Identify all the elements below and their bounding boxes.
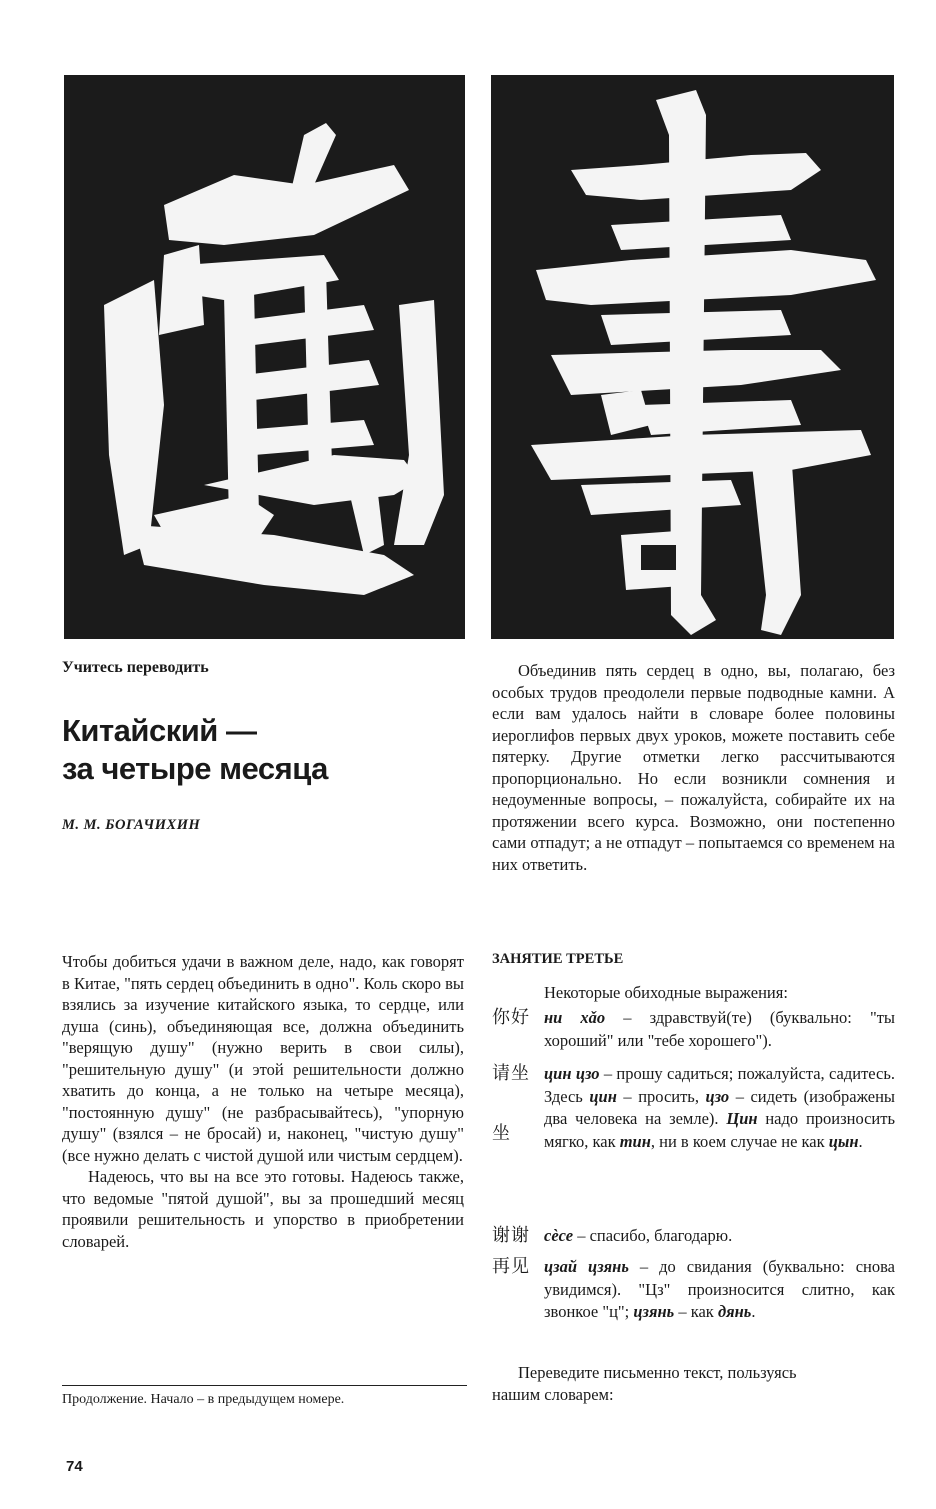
task-line-2: нашим словарем:	[492, 1385, 614, 1404]
term: цзо	[705, 1086, 730, 1106]
crane-hieroglyph-icon	[64, 75, 465, 639]
entry-text: надо произносить мягко, как	[544, 1109, 896, 1151]
article-title-line2: за четыре месяца	[62, 751, 328, 786]
task-line-1: Переведите письменно текст, пользуясь	[518, 1363, 797, 1382]
entry-text: – как	[674, 1302, 718, 1321]
longevity-hieroglyph-icon	[491, 75, 894, 639]
author-name: М. М. БОГАЧИХИН	[62, 817, 201, 833]
section-label: Учитесь переводить	[62, 659, 209, 676]
hanzi: 再见	[492, 1256, 530, 1277]
hanzi: 谢谢	[492, 1225, 530, 1246]
entry-text: – здравствуй(те) (буквально: "ты хороший" или "тебе хорошего").	[544, 1008, 895, 1050]
vocab-entry	[492, 1007, 895, 1052]
entry-text: – до свидания (буквально: снова увидимся). "Цз" произносится слитно, как звонкое "ц";	[544, 1257, 896, 1321]
term: дянь	[717, 1302, 752, 1321]
body-paragraph-2: Надеюсь, что вы на все это готовы. Надеюсь также, что ведомые "пятой душой", вы за прошедший месяц проявили решительность и упорство в приобретении словарей.	[62, 1167, 464, 1251]
entry-text: – сидеть (изображены два человека на земле).	[544, 1086, 895, 1128]
vocab-intro: Некоторые обиходные выражения:	[544, 983, 788, 1002]
article-title	[62, 712, 328, 788]
term: цзянь	[633, 1302, 675, 1321]
left-column	[62, 951, 464, 1252]
entry-text: .	[751, 1302, 756, 1321]
hanzi: 你好	[492, 1007, 530, 1028]
pinyin: цин цзо	[544, 1064, 600, 1083]
entry-text: – просить,	[616, 1086, 706, 1106]
entry-text: – спасибо, благодарю.	[573, 1226, 733, 1245]
pinyin: сèсе	[544, 1226, 574, 1245]
footnote: Продолжение. Начало – в предыдущем номере.	[62, 1392, 345, 1407]
crane-calligraphy-illustration	[64, 75, 465, 639]
lesson-heading: ЗАНЯТИЕ ТРЕТЬЕ	[492, 951, 624, 967]
footnote-divider	[62, 1385, 467, 1386]
term: тин	[619, 1131, 651, 1151]
page-number: 74	[66, 1458, 83, 1475]
pinyin: цзай цзянь	[544, 1257, 629, 1276]
longevity-calligraphy-illustration	[491, 75, 894, 639]
body-paragraph-1: Чтобы добиться удачи в важном деле, надо, как говорят в Китае, "пять сердец объединить в одно". Коль скоро вы взялись за изучение китайского языка, то сердце, или душа (синь), объединяющая все, должна объединить "верящую душу" (нужно верить в свои силы), "решительную душу" (и этой решительности должно хватить до конца, а не только на четыре месяца), "постоянную душу" (не разбрасывайтесь), "упорную душу" (взялся – не бросай) и, наконец, "чистую душу" (все нужно делать с чистой душой или чистым сердцем).	[62, 952, 464, 1165]
vocab-entry	[492, 1063, 895, 1153]
entry-text: .	[858, 1131, 863, 1151]
entry-text: , ни в коем случае не как	[650, 1131, 829, 1151]
entry-text: – прошу садиться; пожалуйста, садитесь. Здесь	[544, 1064, 895, 1106]
term: Цин	[726, 1109, 758, 1128]
right-column	[492, 660, 895, 875]
term: цын	[828, 1131, 859, 1151]
hanzi: 请坐	[492, 1063, 530, 1084]
term: цин	[589, 1086, 617, 1106]
vocab-entry	[492, 1225, 895, 1248]
pinyin: ни хǎо	[544, 1008, 606, 1027]
article-title-line1: Китайский —	[62, 713, 257, 748]
hanzi-sit: 坐	[492, 1123, 510, 1144]
translation-task	[492, 1362, 895, 1406]
vocab-entry	[492, 1256, 895, 1324]
right-intro-paragraph: Объединив пять сердец в одно, вы, полагаю, без особых трудов преодолели первые подводные камни. А если вам удалось найти в словаре более половины иероглифов первых двух уроков, можете поставить себе пятерку. Другие отметки легко рассчитываются пропорционально. Но если возникли сомнения и недоуменные вопросы, – пожалуйста, собирайте их на протяжении всего курса. Возможно, они постепенно сами отпадут; а не отпадут – попытаемся со временем на них ответить.	[492, 661, 895, 874]
